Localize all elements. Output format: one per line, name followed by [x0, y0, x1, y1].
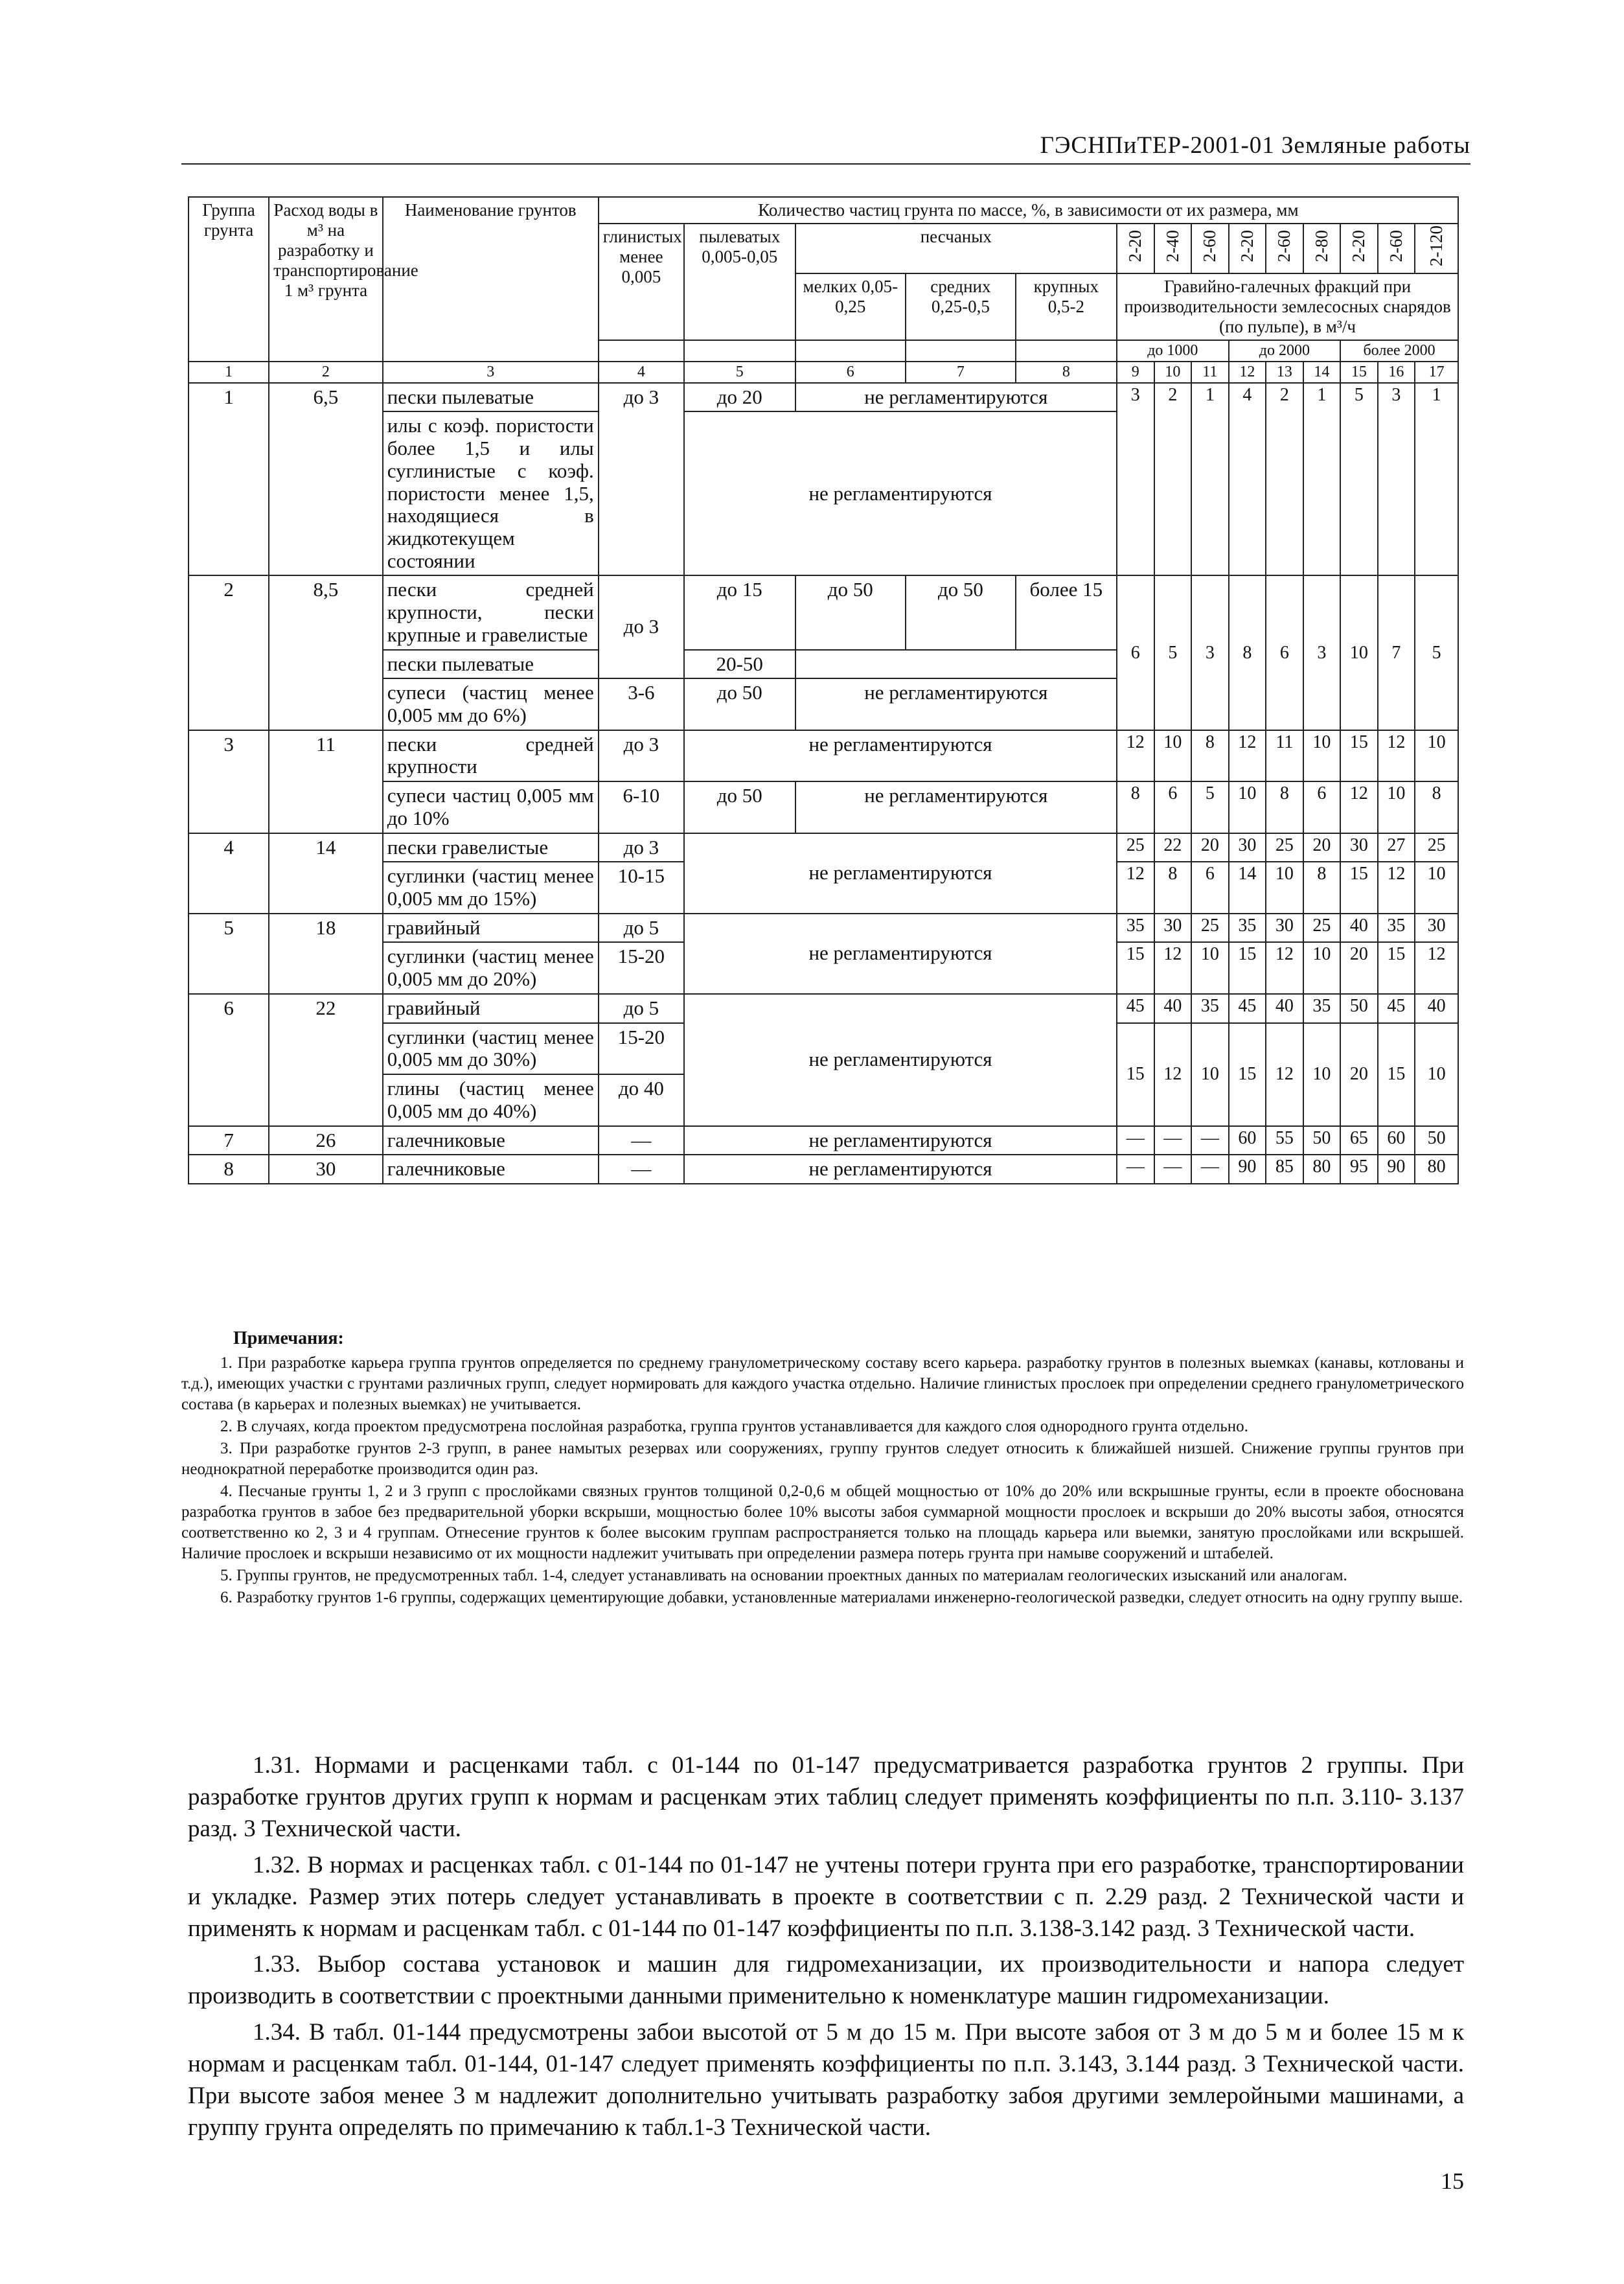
header-over-2000: более 2000	[1340, 340, 1458, 362]
header-gravel-fractions: Гравийно-галечных фракций при производительности землесосных снарядов (по пульпе), в м³/ч	[1117, 273, 1458, 340]
gravel-value: 27	[1378, 833, 1415, 862]
header-water: Расход воды в м³ на разработку и транспортирование 1 м³ грунта	[269, 197, 383, 362]
table-row	[189, 575, 1458, 649]
column-number: 4	[599, 362, 684, 383]
clay-value: до 3	[599, 575, 684, 678]
gravel-value: 30	[1415, 914, 1458, 943]
group-number: 8	[189, 1155, 269, 1184]
water-rate: 14	[269, 833, 383, 914]
gravel-value: 15	[1117, 1023, 1154, 1126]
gravel-value: 10	[1415, 1023, 1458, 1126]
clay-value: до 40	[599, 1074, 684, 1125]
size-header: 2-120	[1415, 224, 1458, 273]
not-regulated: не регламентируются	[684, 994, 1117, 1126]
not-regulated: не регламентируются	[795, 781, 1117, 833]
clay-value: до 5	[599, 914, 684, 943]
gravel-value: 5	[1415, 575, 1458, 730]
column-number: 3	[383, 362, 599, 383]
group-number: 4	[189, 833, 269, 914]
group-number: 5	[189, 914, 269, 994]
gravel-value: 30	[1340, 833, 1378, 862]
paragraph: 1.31. Нормами и расценками табл. с 01-144 по 01-147 предусматривается разработка грунтов 2 группы. При разработке грунтов других групп к нормам и расценкам этих таблиц следует применять коэффициенты по п.п. 3.110- 3.137 разд. 3 Технической части.	[188, 1752, 1464, 1843]
gravel-value: 3	[1191, 575, 1229, 730]
size-header: 2-20	[1117, 224, 1154, 273]
header-sand-coarse: крупных 0,5-2	[1016, 273, 1117, 340]
gravel-value: 6	[1191, 862, 1229, 913]
not-regulated: не регламентируются	[684, 833, 1117, 914]
gravel-value: 40	[1340, 914, 1378, 943]
note-item: 1. При разработке карьера группа грунтов определяется по среднему гранулометрическому составу всего карьера. разработку грунтов в полезных выемках (канавы, котлованы и т.д.), имеющих участки с грунтами различных групп, следует нормировать для каждого участка отдельно. Наличие глинистых прослоек при определении среднего гранулометрического состава (в карьерах и полезных выемках) не учитывается.	[181, 1354, 1464, 1413]
gravel-value: 20	[1340, 1023, 1378, 1126]
gravel-value: 90	[1229, 1155, 1266, 1184]
gravel-value: 40	[1266, 994, 1303, 1023]
gravel-value: 25	[1415, 833, 1458, 862]
gravel-value: 15	[1229, 1023, 1266, 1126]
header-sand-fine: мелких 0,05-0,25	[795, 273, 906, 340]
clay-value: до 3	[599, 383, 684, 576]
gravel-value: 22	[1154, 833, 1192, 862]
group-number: 6	[189, 994, 269, 1126]
gravel-value: 80	[1415, 1155, 1458, 1184]
gravel-value: 5	[1191, 781, 1229, 833]
note-item: 6. Разработку грунтов 1-6 группы, содержащих цементирующие добавки, установленные материалами инженерно-геологической разведки, следует относить на одну группу выше.	[220, 1588, 1463, 1606]
gravel-value: 10	[1340, 575, 1378, 730]
gravel-value: 25	[1191, 914, 1229, 943]
size-header: 2-60	[1378, 224, 1415, 273]
gravel-value: 11	[1266, 730, 1303, 781]
silt-value: до 20	[684, 383, 795, 412]
table-row	[189, 994, 1458, 1023]
gravel-value: 20	[1191, 833, 1229, 862]
header-to-2000: до 2000	[1229, 340, 1341, 362]
size-header: 2-40	[1154, 224, 1192, 273]
header-soil-name: Наименование грунтов	[383, 197, 599, 362]
gravel-value: 12	[1154, 942, 1192, 993]
gravel-value: 12	[1340, 781, 1378, 833]
gravel-value: 12	[1378, 730, 1415, 781]
gravel-value: —	[1117, 1126, 1154, 1155]
gravel-value: 8	[1191, 730, 1229, 781]
paragraph: 1.33. Выбор состава установок и машин для гидромеханизации, их производительности и напора следует производить в соответствии с проектными данными применительно к номенклатуре машин гидромеханизации.	[188, 1951, 1464, 2010]
gravel-value: 10	[1229, 781, 1266, 833]
not-regulated: не регламентируются	[684, 730, 1117, 781]
clay-value: 3-6	[599, 678, 684, 730]
not-regulated: не регламентируются	[795, 678, 1117, 730]
group-number: 1	[189, 383, 269, 576]
gravel-value: 5	[1154, 575, 1192, 730]
column-number: 2	[269, 362, 383, 383]
gravel-value: 10	[1303, 1023, 1341, 1126]
gravel-value: 35	[1229, 914, 1266, 943]
column-number: 17	[1415, 362, 1458, 383]
column-number: 13	[1266, 362, 1303, 383]
gravel-value: 45	[1378, 994, 1415, 1023]
table-row	[189, 914, 1458, 943]
soil-name: супеси частиц 0,005 мм до 10%	[383, 781, 599, 833]
gravel-value: 65	[1340, 1126, 1378, 1155]
table-row	[189, 1126, 1458, 1155]
gravel-value: 40	[1154, 994, 1192, 1023]
notes-title: Примечания:	[233, 1328, 344, 1348]
gravel-value: 80	[1303, 1155, 1341, 1184]
column-number: 5	[684, 362, 795, 383]
gravel-value: 1	[1303, 383, 1341, 576]
gravel-value: 4	[1229, 383, 1266, 576]
gravel-value: 10	[1191, 942, 1229, 993]
column-number: 1	[189, 362, 269, 383]
gravel-value: 50	[1415, 1126, 1458, 1155]
not-regulated: не регламентируются	[684, 1126, 1117, 1155]
gravel-value: 5	[1340, 383, 1378, 576]
gravel-value: 30	[1154, 914, 1192, 943]
gravel-value: 35	[1191, 994, 1229, 1023]
gravel-value: 45	[1229, 994, 1266, 1023]
gravel-value: 12	[1266, 1023, 1303, 1126]
water-rate: 8,5	[269, 575, 383, 730]
gravel-value: 60	[1229, 1126, 1266, 1155]
gravel-value: 30	[1266, 914, 1303, 943]
gravel-value: 6	[1117, 575, 1154, 730]
gravel-value: 10	[1415, 730, 1458, 781]
gravel-value: 15	[1340, 730, 1378, 781]
not-regulated: не регламентируются	[684, 914, 1117, 994]
gravel-value: 15	[1340, 862, 1378, 913]
header-sand-medium: средних 0,25-0,5	[906, 273, 1016, 340]
soil-name: галечниковые	[383, 1126, 599, 1155]
gravel-value: 2	[1154, 383, 1192, 576]
column-number: 16	[1378, 362, 1415, 383]
gravel-value: 6	[1266, 575, 1303, 730]
group-number: 3	[189, 730, 269, 833]
gravel-value: 3	[1303, 575, 1341, 730]
gravel-value: 12	[1229, 730, 1266, 781]
gravel-value: 12	[1117, 730, 1154, 781]
water-rate: 6,5	[269, 383, 383, 576]
gravel-value: 7	[1378, 575, 1415, 730]
gravel-value: 25	[1266, 833, 1303, 862]
gravel-value: —	[1191, 1126, 1229, 1155]
gravel-value: 3	[1378, 383, 1415, 576]
soil-name: суглинки (частиц менее 0,005 мм до 30%)	[383, 1023, 599, 1074]
silt-value: до 50	[684, 678, 795, 730]
gravel-value: 10	[1303, 942, 1341, 993]
gravel-value: 15	[1378, 942, 1415, 993]
silt-value: 20-50	[684, 650, 795, 679]
gravel-value: 6	[1303, 781, 1341, 833]
gravel-value: 10	[1191, 1023, 1229, 1126]
gravel-value: 8	[1154, 862, 1192, 913]
soil-name: пески пылеватые	[383, 650, 599, 679]
soil-name: гравийный	[383, 914, 599, 943]
column-number: 14	[1303, 362, 1341, 383]
gravel-value: 95	[1340, 1155, 1378, 1184]
size-header: 2-60	[1266, 224, 1303, 273]
gravel-value: 25	[1303, 914, 1341, 943]
page-number: 15	[1441, 2168, 1464, 2194]
gravel-value: 90	[1378, 1155, 1415, 1184]
silt-value: до 15	[684, 575, 795, 649]
gravel-value: —	[1191, 1155, 1229, 1184]
clay-value: до 5	[599, 994, 684, 1023]
water-rate: 18	[269, 914, 383, 994]
header-silt: пылеватых 0,005-0,05	[684, 224, 795, 340]
gravel-value: 12	[1266, 942, 1303, 993]
gravel-value: 25	[1117, 833, 1154, 862]
gravel-value: 35	[1303, 994, 1341, 1023]
size-header: 2-20	[1229, 224, 1266, 273]
gravel-value: 12	[1378, 862, 1415, 913]
soil-name: пески гравелистые	[383, 833, 599, 862]
silt-value: до 50	[684, 781, 795, 833]
clay-value: до 3	[599, 730, 684, 781]
column-number: 7	[906, 362, 1016, 383]
soil-name: суглинки (частиц менее 0,005 мм до 20%)	[383, 942, 599, 993]
soil-groups-table	[188, 196, 1459, 1184]
gravel-value: 35	[1378, 914, 1415, 943]
sand-fine-value: до 50	[795, 575, 906, 649]
gravel-value: 10	[1415, 862, 1458, 913]
gravel-value: 45	[1117, 994, 1154, 1023]
size-header: 2-80	[1303, 224, 1341, 273]
header-particles: Количество частиц грунта по массе, %, в зависимости от их размера, мм	[599, 197, 1458, 224]
gravel-value: 20	[1340, 942, 1378, 993]
paragraph: 1.34. В табл. 01-144 предусмотрены забои высотой от 5 м до 15 м. При высоте забоя от 3 м до 5 м и более 15 м к нормам и расценкам табл. 01-144, 01-147 следует применять коэффициенты по п.п. 3.143, 3.144 разд. 3 Технической части. При высоте забоя менее 3 м надлежит дополнительно учитывать разработку забоя другими землеройными машинами, а группу грунта определять по примечанию к табл.1-3 Технической части.	[188, 2018, 1464, 2141]
clay-value: до 3	[599, 833, 684, 862]
soil-name: глины (частиц менее 0,005 мм до 40%)	[383, 1074, 599, 1125]
soil-name: пески пылеватые	[383, 383, 599, 412]
body-text	[188, 1749, 1464, 2147]
note-item: 5. Группы грунтов, не предусмотренных табл. 1-4, следует устанавливать на основании проектных данных по материалам геологических изысканий или аналогам.	[220, 1566, 1347, 1584]
gravel-value: 12	[1415, 942, 1458, 993]
not-regulated: не регламентируются	[795, 383, 1117, 412]
water-rate: 26	[269, 1126, 383, 1155]
gravel-value: 8	[1303, 862, 1341, 913]
soil-name: пески средней крупности, пески крупные и гравелистые	[383, 575, 599, 649]
gravel-value: 3	[1117, 383, 1154, 576]
note-item: 4. Песчаные грунты 1, 2 и 3 групп с прослойками связных грунтов толщиной 0,2-0,6 м общей мощностью от 10% до 20% или вскрышные грунты, если в проекте обоснована разработка грунтов в забое без предварительной уборки вскрыши, мощностью более 10% высоты забоя суммарной мощности прослоек и вскрыши до 20% высоты забоя, относятся соответственно ко 2, 3 и 4 группам. Отнесение грунтов к более высоким группам распространяется только на площадь карьера или выемки, занятую прослойками или вскрышей. Наличие прослоек и вскрыши независимо от их мощности надлежит учитывать при определении размера потерь грунта при намыве сооружений и штабелей.	[181, 1482, 1464, 1562]
clay-value: 6-10	[599, 781, 684, 833]
gravel-value: —	[1154, 1126, 1192, 1155]
gravel-value: 8	[1117, 781, 1154, 833]
running-header: ГЭСНПиТЕР-2001-01 Земляные работы	[181, 130, 1470, 165]
gravel-value: 10	[1378, 781, 1415, 833]
gravel-value: 1	[1415, 383, 1458, 576]
soil-name: супеси (частиц менее 0,005 мм до 6%)	[383, 678, 599, 730]
water-rate: 11	[269, 730, 383, 833]
water-rate: 30	[269, 1155, 383, 1184]
gravel-value: 55	[1266, 1126, 1303, 1155]
gravel-value: 10	[1303, 730, 1341, 781]
gravel-value: 8	[1415, 781, 1458, 833]
gravel-value: 35	[1117, 914, 1154, 943]
header-sand: песчаных	[795, 224, 1117, 273]
gravel-value: 15	[1117, 942, 1154, 993]
gravel-value: 60	[1378, 1126, 1415, 1155]
size-header: 2-20	[1340, 224, 1378, 273]
table-row	[189, 383, 1458, 412]
header-group: Группа грунта	[189, 197, 269, 362]
soil-name: гравийный	[383, 994, 599, 1023]
gravel-value: 8	[1229, 575, 1266, 730]
header-to-1000: до 1000	[1117, 340, 1229, 362]
column-number: 12	[1229, 362, 1266, 383]
gravel-value: —	[1117, 1155, 1154, 1184]
not-regulated: не регламентируются	[684, 411, 1117, 575]
soil-name: галечниковые	[383, 1155, 599, 1184]
not-regulated: не регламентируются	[684, 1155, 1117, 1184]
column-number: 10	[1154, 362, 1192, 383]
group-number: 2	[189, 575, 269, 730]
clay-value: —	[599, 1126, 684, 1155]
column-number: 9	[1117, 362, 1154, 383]
notes-section	[181, 1327, 1464, 1609]
table-row	[189, 833, 1458, 862]
clay-value: —	[599, 1155, 684, 1184]
soil-name: илы с коэф. пористости более 1,5 и илы суглинистые с коэф. пористости менее 1,5, находящиеся в жидкотекущем состоянии	[383, 411, 599, 575]
clay-value: 15-20	[599, 1023, 684, 1074]
header-clay: глинистых менее 0,005	[599, 224, 684, 340]
sand-medium-value: до 50	[906, 575, 1016, 649]
gravel-value: 8	[1266, 781, 1303, 833]
gravel-value: 10	[1266, 862, 1303, 913]
gravel-value: 1	[1191, 383, 1229, 576]
gravel-value: 85	[1266, 1155, 1303, 1184]
gravel-value: 50	[1303, 1126, 1341, 1155]
sand-coarse-value: более 15	[1016, 575, 1117, 649]
group-number: 7	[189, 1126, 269, 1155]
column-number: 11	[1191, 362, 1229, 383]
gravel-value: —	[1154, 1155, 1192, 1184]
note-item: 2. В случаях, когда проектом предусмотрена послойная разработка, группа грунтов устанавливается для каждого слоя однородного грунта отдельно.	[220, 1417, 1248, 1435]
gravel-value: 12	[1117, 862, 1154, 913]
column-number: 6	[795, 362, 906, 383]
table-row	[189, 730, 1458, 781]
gravel-value: 15	[1378, 1023, 1415, 1126]
column-number-row	[189, 362, 1458, 383]
soil-name: суглинки (частиц менее 0,005 мм до 15%)	[383, 862, 599, 913]
note-item: 3. При разработке грунтов 2-3 групп, в ранее намытых резервах или сооружениях, группу грунтов следует относить к ближайшей низшей. Снижение группы грунтов при неоднократной переработке производится один раз.	[181, 1439, 1464, 1478]
gravel-value: 14	[1229, 862, 1266, 913]
size-header: 2-60	[1191, 224, 1229, 273]
gravel-value: 10	[1154, 730, 1192, 781]
paragraph: 1.32. В нормах и расценках табл. с 01-144 по 01-147 не учтены потери грунта при его разработке, транспортировании и укладке. Размер этих потерь следует устанавливать в проекте в соответствии с п. 2.29 разд. 2 Технической части и применять к нормам и расценкам табл. с 01-144 по 01-147 коэффициенты по п.п. 3.138-3.142 разд. 3 Технической части.	[188, 1851, 1464, 1943]
gravel-value: 12	[1154, 1023, 1192, 1126]
water-rate: 22	[269, 994, 383, 1126]
gravel-value: 30	[1229, 833, 1266, 862]
gravel-value: 6	[1154, 781, 1192, 833]
clay-value: 15-20	[599, 942, 684, 993]
gravel-value: 2	[1266, 383, 1303, 576]
table-row	[189, 1155, 1458, 1184]
clay-value: 10-15	[599, 862, 684, 913]
gravel-value: 15	[1229, 942, 1266, 993]
gravel-value: 50	[1340, 994, 1378, 1023]
column-number: 15	[1340, 362, 1378, 383]
gravel-value: 40	[1415, 994, 1458, 1023]
gravel-value: 20	[1303, 833, 1341, 862]
soil-name: пески средней крупности	[383, 730, 599, 781]
column-number: 8	[1016, 362, 1117, 383]
